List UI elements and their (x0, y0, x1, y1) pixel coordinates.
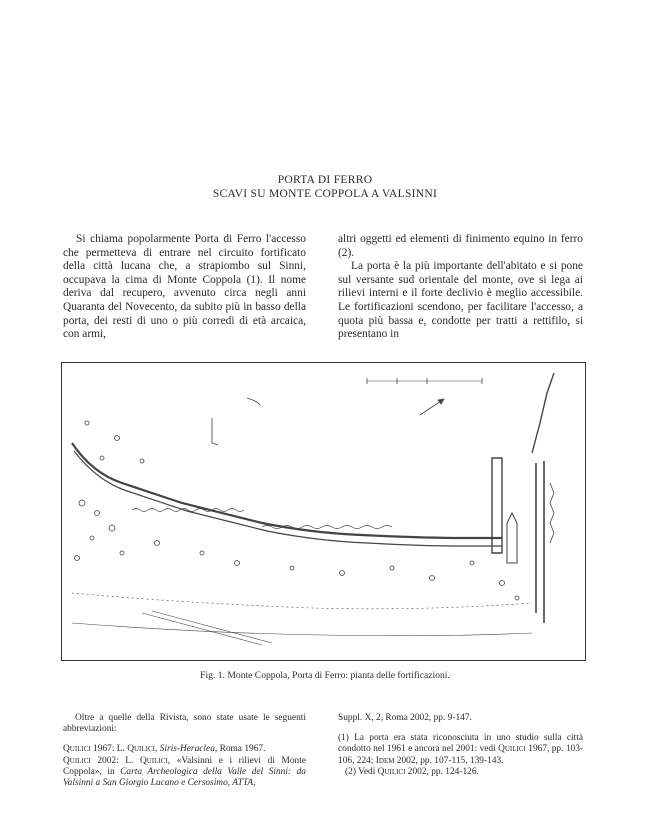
abbr-text: , Roma 1967. (214, 744, 266, 755)
abbr-key: Quilici 1967 (63, 744, 112, 755)
abbreviations-block (63, 713, 306, 789)
paragraph: Si chiama popolarmente Porta di Ferro l'accesso che permetteva di entrare nel circuito fortificato della città lucana che, a strapiombo sul Sinni, occupava la cima di Monte Coppola (1). Il nome deriva dal recupero, avvenuto circa negli anni Quaranta del Novecento, da subito più in basso della porta, dei resti di uno o più corredi di età arcaica, con armi, (63, 233, 306, 341)
footnote-text: (2) Vedi (345, 766, 378, 777)
body-column-left (63, 233, 306, 342)
body-column-right (338, 233, 583, 342)
fortification-plan-drawing (62, 363, 585, 660)
footnote-author: Quilici (498, 744, 526, 755)
abbreviations-intro: Oltre a quelle della Rivista, sono state usate le seguenti abbreviazioni: (63, 713, 306, 735)
footnote-text: 1967, pp. 103-106, 224; (338, 744, 583, 766)
abbr-author: Quilici (139, 755, 168, 766)
title-line-2: SCAVI SU MONTE COPPOLA A VALSINNI (212, 188, 438, 200)
abbr-title: Siris-Heraclea (159, 744, 215, 755)
abbr-text: , (253, 778, 256, 789)
footnote-text: (1) La porta era stata riconosciuta in uno studio sulla città condotto nel 1961 e ancora nel 2001: vedi (338, 733, 583, 755)
article-title (0, 173, 650, 201)
abbr-text: , (155, 744, 160, 755)
footnote-author: Quilici (377, 766, 406, 777)
abbreviation-entry (63, 744, 306, 789)
abbr-title: Carta Archeologica della Valle del Sinni: da Valsinni a San Giorgio Lucano e Cersosimo, ATTA (63, 766, 306, 789)
footnote-author: Idem (375, 755, 395, 766)
footnote-1 (338, 733, 583, 778)
footnote-text: 2002, pp. 124-126. (405, 766, 479, 777)
abbreviation-continuation: Suppl. X, 2, Roma 2002, pp. 9-147. (338, 713, 472, 723)
fortification-plan-figure (61, 362, 586, 661)
paragraph: La porta è la più importante dell'abitato e si pone sul versante sud orientale del monte, ove si lega ai rilievi interni e il forte declivio è meglio accessibile. Le fortificazioni scendono, per facilitare l'accesso, a quota più bassa e, condotte per tratti a rettifilo, si presentano in (338, 260, 583, 341)
paragraph: altri oggetti ed elementi di finimento equino in ferro (2). (338, 233, 583, 259)
abbr-text: , «Valsinni e i rilievi di Monte Coppola», in (63, 755, 306, 777)
abbr-key: Quilici 2002 (63, 755, 117, 766)
abbr-text: : L. (111, 744, 128, 755)
footnotes-block (338, 713, 583, 778)
abbr-author: Quilici (127, 744, 155, 755)
footnote-text: 2002, pp. 107-115, 139-143. (394, 755, 504, 766)
abbr-text: : L. (116, 755, 140, 766)
title-line-1: PORTA DI FERRO (277, 174, 373, 186)
figure-caption: Fig. 1. Monte Coppola, Porta di Ferro: pianta delle fortificazioni. (200, 670, 450, 681)
